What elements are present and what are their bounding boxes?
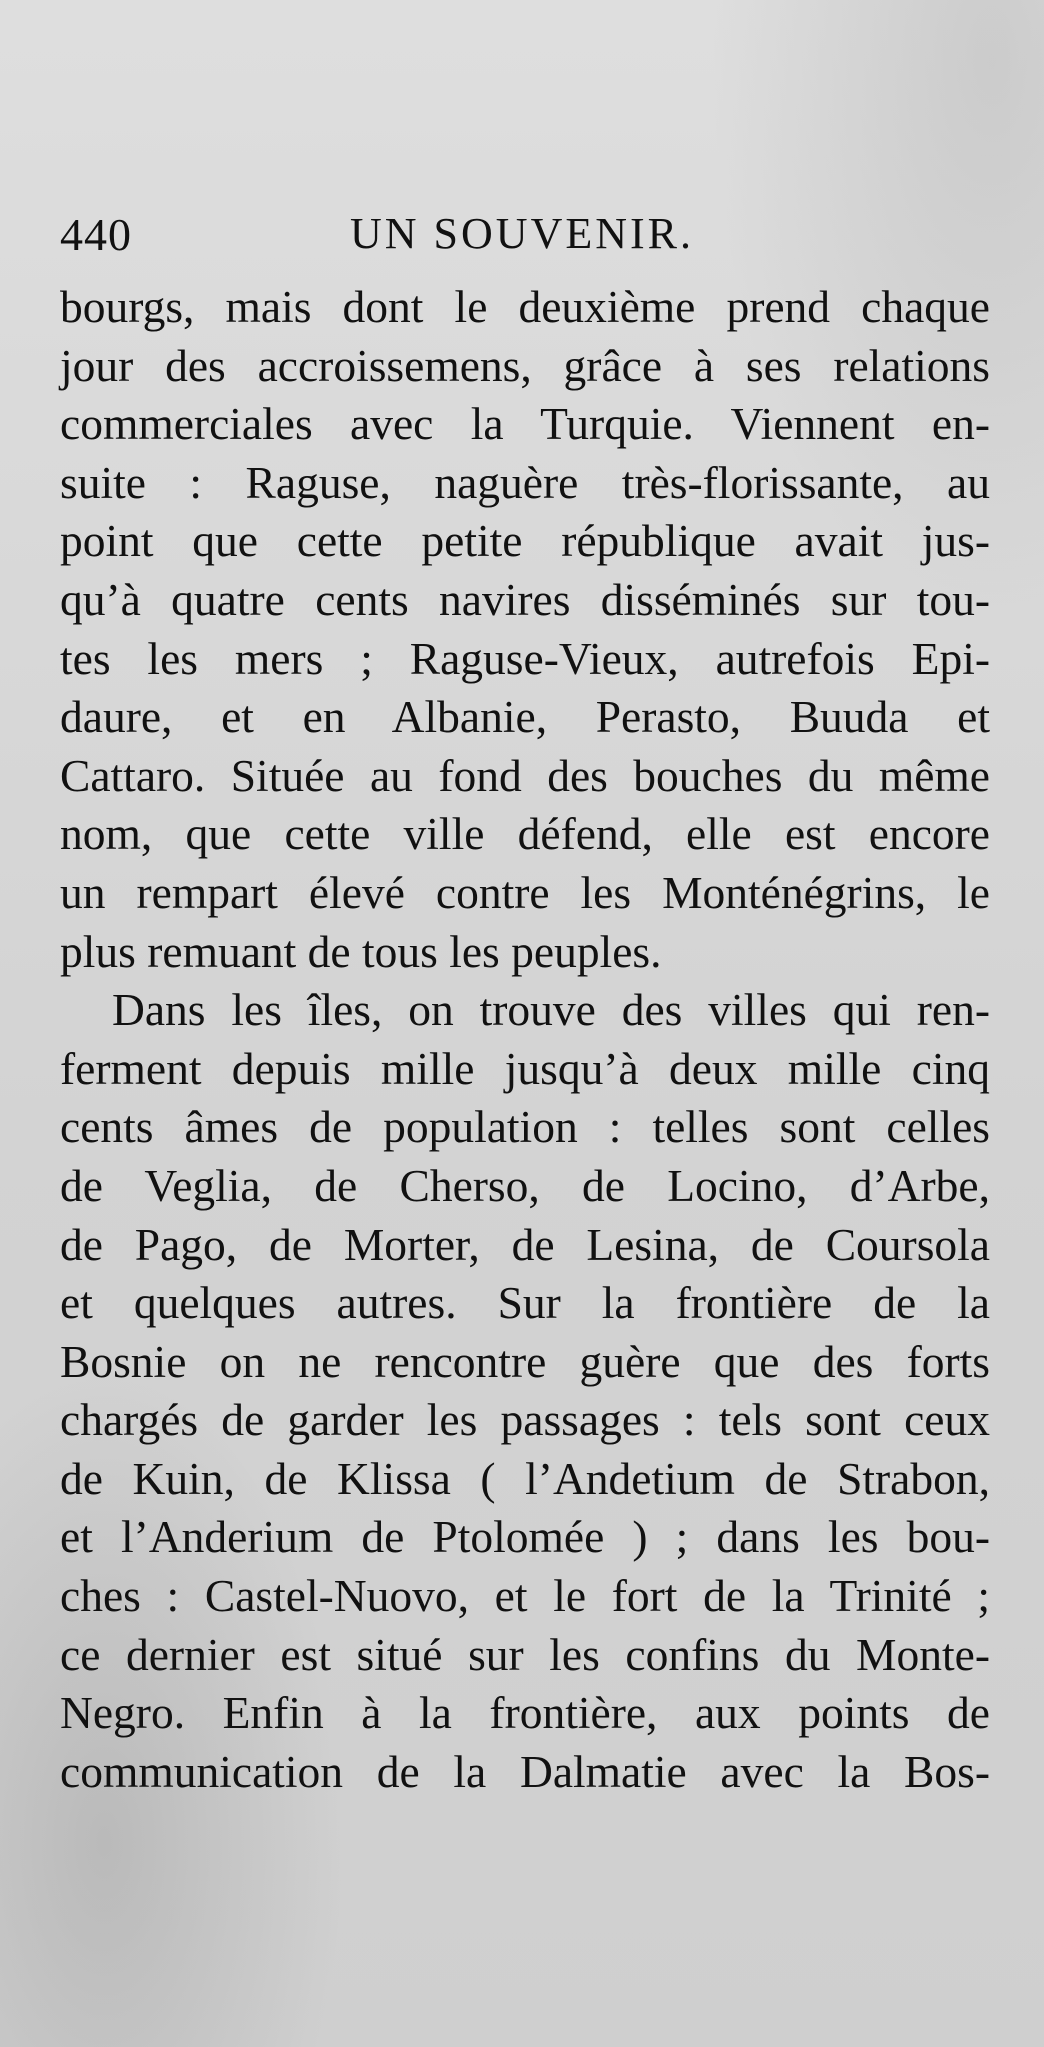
text-line: ce dernier est situé sur les confins du Monte- <box>60 1628 990 1680</box>
text-line: commerciales avec la Turquie. Viennent en- <box>60 398 990 450</box>
text-line: et l’Anderium de Ptolomée ) ; dans les bou- <box>60 1511 990 1563</box>
text-line: et quelques autres. Sur la frontière de la <box>60 1277 990 1329</box>
text-line: Bosnie on ne rencontre guère que des forts <box>60 1335 990 1387</box>
text-line: nom, que cette ville défend, elle est encore <box>60 808 990 860</box>
text-line: jour des accroissemens, grâce à ses relations <box>60 339 990 391</box>
text-line: tes les mers ; Raguse-Vieux, autrefois Epi- <box>60 632 990 684</box>
text-line: ches : Castel-Nuovo, et le fort de la Trinité ; <box>60 1570 990 1622</box>
text-line: plus remuant de tous les peuples. <box>60 925 662 977</box>
page-number: 440 <box>60 209 132 260</box>
text-line: un rempart élevé contre les Monténégrins, le <box>60 866 990 918</box>
text-line: chargés de garder les passages : tels sont ceux <box>60 1394 990 1446</box>
text-line: cents âmes de population : telles sont celles <box>60 1101 990 1153</box>
text-line: de Veglia, de Cherso, de Locino, d’Arbe, <box>60 1159 990 1211</box>
text-line: point que cette petite république avait jus- <box>60 515 990 567</box>
text-line: Cattaro. Située au fond des bouches du même <box>60 749 990 801</box>
text-line: bourgs, mais dont le deuxième prend chaque <box>60 281 990 332</box>
text-line: qu’à quatre cents navires disséminés sur tou- <box>60 573 990 625</box>
text-line: de Kuin, de Klissa ( l’Andetium de Strabon, <box>60 1452 990 1504</box>
text-line: communication de la Dalmatie avec la Bos- <box>60 1745 990 1797</box>
text-line: Negro. Enfin à la frontière, aux points de <box>60 1687 990 1739</box>
body-text <box>60 278 990 1801</box>
text-line: de Pago, de Morter, de Lesina, de Coursola <box>60 1218 990 1270</box>
text-line: daure, et en Albanie, Perasto, Buuda et <box>60 691 990 743</box>
running-title: UN SOUVENIR. <box>350 209 694 258</box>
page-header <box>60 208 990 268</box>
text-line: suite : Raguse, naguère très-florissante, au <box>60 456 990 508</box>
text-line: Dans les îles, on trouve des villes qui ren- <box>112 984 990 1036</box>
text-line: ferment depuis mille jusqu’à deux mille cinq <box>60 1042 990 1094</box>
